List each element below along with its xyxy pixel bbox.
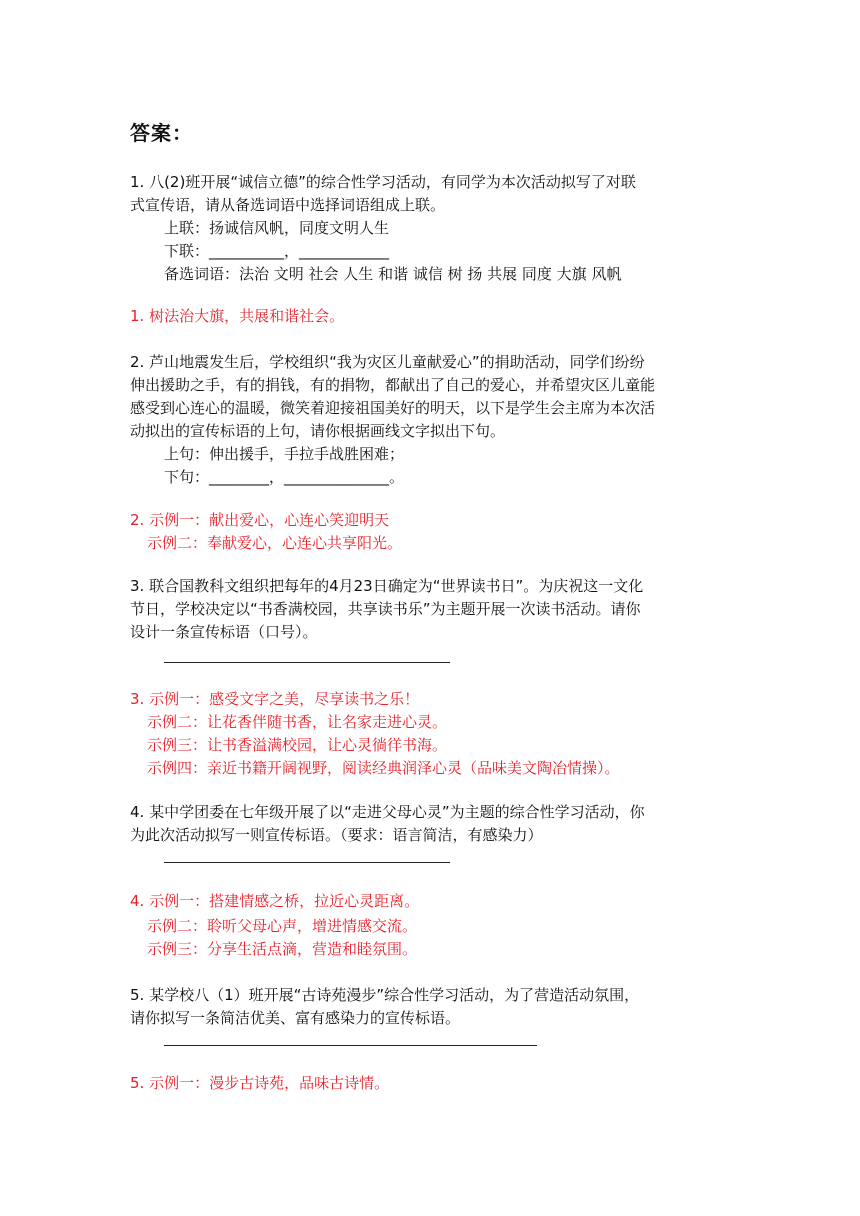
q4-answer-1: 4. 示例一：搭建情感之桥，拉近心灵距离。 [130, 892, 420, 910]
q2-upper-line: 上句：伸出援手，手拉手战胜困难； [164, 445, 405, 463]
q2-answer-1: 2. 示例一：献出爱心，心连心笑迎明天 [130, 511, 390, 529]
page-title: 答案： [130, 121, 193, 145]
q5-stem-line-2: 请你拟写一条简洁优美、富有感染力的宣传标语。 [130, 1009, 461, 1027]
q3-stem-line-2: 节日，学校决定以“书香满校园，共享读书乐”为主题开展一次读书活动。请你 [130, 600, 641, 618]
q3-stem-line-1: 3. 联合国教科文组织把每年的4月23日确定为“世界读书日”。为庆祝这一文化 [130, 577, 644, 595]
q4-answer-3: 示例三：分享生活点滴，营造和睦氛围。 [147, 940, 418, 958]
q2-stem-line-4: 动拟出的宣传标语的上句，请你根据画线文字拟出下句。 [130, 422, 506, 440]
q5-answer-blank [164, 1045, 537, 1046]
q2-stem-line-2: 伸出援助之手，有的捐钱，有的捐物，都献出了自己的爱心，并希望灾区儿童能 [130, 376, 656, 394]
q3-answer-4: 示例四：亲近书籍开阔视野，阅读经典润泽心灵（品味美文陶冶情操）。 [147, 759, 620, 777]
q1-upper-couplet: 上联：扬诚信风帆，同度文明人生 [164, 219, 390, 237]
q5-answer-1: 5. 示例一：漫步古诗苑，品味古诗情。 [130, 1074, 390, 1092]
q3-answer-2: 示例二：让花香伴随书香，让名家走进心灵。 [147, 713, 448, 731]
q5-stem-line-1: 5. 某学校八（1）班开展“古诗苑漫步”综合性学习活动，为了营造活动氛围， [130, 986, 640, 1004]
q3-stem-line-3: 设计一条宣传标语（口号）。 [130, 623, 318, 641]
q1-stem-line-2: 式宣传语，请从备选词语中选择词语组成上联。 [130, 196, 446, 214]
q2-lower-line: 下句：________，______________。 [164, 468, 405, 486]
q3-answer-blank [164, 662, 450, 663]
q4-stem-line-2: 为此次活动拟写一则宣传标语。（要求：语言简洁，有感染力） [130, 826, 543, 844]
q3-answer-3: 示例三：让书香溢满校园，让心灵徜徉书海。 [147, 736, 448, 754]
q1-answer: 1. 树法治大旗，共展和谐社会。 [130, 307, 345, 325]
q4-answer-blank [164, 862, 450, 863]
q4-stem-line-1: 4. 某中学团委在七年级开展了以“走进父母心灵”为主题的综合性学习活动，你 [130, 803, 645, 821]
q4-answer-2: 示例二：聆听父母心声，增进情感交流。 [147, 917, 418, 935]
q1-lower-couplet: 下联：__________，____________ [164, 242, 390, 260]
q3-answer-1: 3. 示例一：感受文字之美，尽享读书之乐！ [130, 690, 420, 708]
q1-stem-line-1: 1. 八(2)班开展“诚信立德”的综合性学习活动，有同学为本次活动拟写了对联 [130, 173, 636, 191]
q2-answer-2: 示例二：奉献爱心，心连心共享阳光。 [147, 534, 403, 552]
q1-word-bank: 备选词语：法治 文明 社会 人生 和谐 诚信 树 扬 共展 同度 大旗 风帆 [164, 265, 622, 283]
q2-stem-line-3: 感受到心连心的温暖，微笑着迎接祖国美好的明天，以下是学生会主席为本次活 [130, 399, 656, 417]
q2-stem-line-1: 2. 芦山地震发生后，学校组织“我为灾区儿童献爱心”的捐助活动，同学们纷纷 [130, 353, 645, 371]
